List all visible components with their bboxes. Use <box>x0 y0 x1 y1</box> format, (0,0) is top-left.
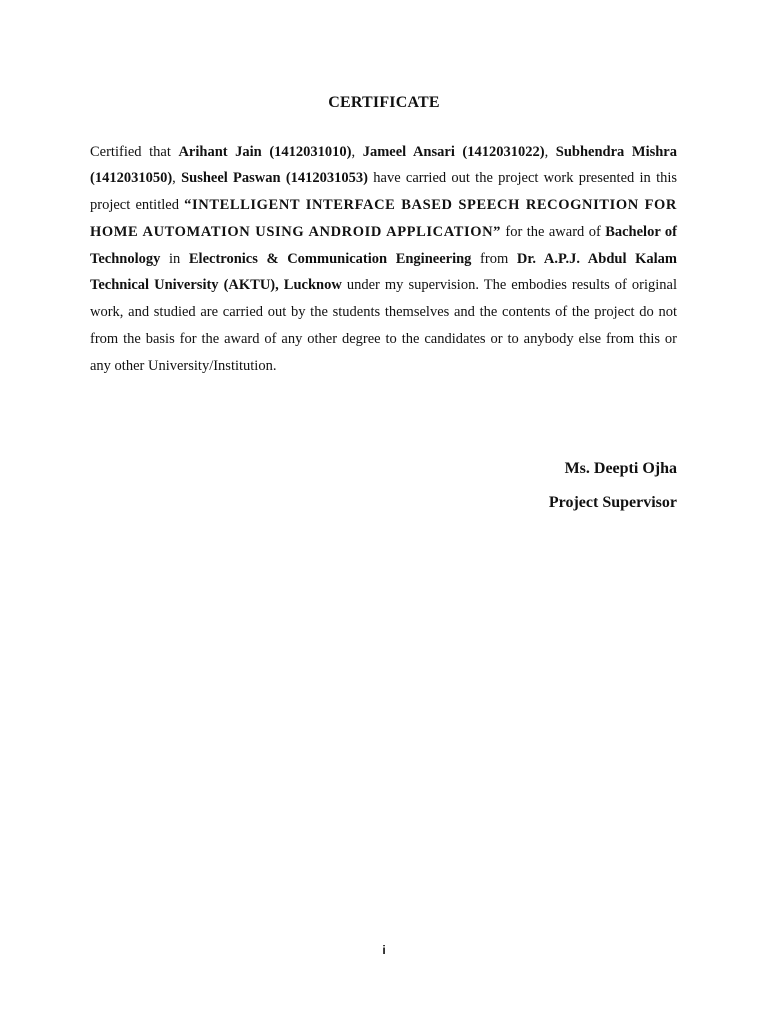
supervisor-role: Project Supervisor <box>548 494 677 511</box>
signature-block <box>549 456 677 516</box>
project-title: “INTELLIGENT INTERFACE BASED SPEECH RECOGNITION FOR HOME AUTOMATION USING ANDROID APPLICATION” <box>90 197 677 240</box>
branch-name: Electronics & Communication Engineering <box>188 250 472 267</box>
body-text-7: in <box>160 250 189 267</box>
body-text-5: have carried out the project work presented in this project entitled <box>90 170 678 214</box>
body-text-2: , <box>351 143 363 160</box>
body-text-4: , <box>172 170 182 187</box>
certificate-body <box>90 139 677 380</box>
body-text-1: Certified that <box>90 143 179 160</box>
body-text-8: from <box>471 250 517 267</box>
body-text-6: for the award of <box>501 223 606 240</box>
student-name-1: Arihant Jain (1412031010) <box>178 143 352 160</box>
page-number: i <box>382 943 386 957</box>
university-name: Dr. A.P.J. Abdul Kalam Technical University (AKTU), Lucknow <box>90 250 678 294</box>
page-title: CERTIFICATE <box>328 94 440 111</box>
student-name-2: Jameel Ansari (1412031022) <box>362 143 545 160</box>
body-text-9: under my supervision. The embodies results of original work, and studied are carried out by the students themselves and the contents of the project do not from the basis for the award of any other degree to the candidates or to anybody else from this or any other University/Institution. <box>90 277 678 374</box>
body-text-3: , <box>544 143 556 160</box>
degree-name: Bachelor of Technology <box>90 223 677 267</box>
student-name-4: Susheel Paswan (1412031053) <box>181 170 369 187</box>
student-name-3: Subhendra Mishra (1412031050) <box>90 143 677 187</box>
supervisor-name: Ms. Deepti Ojha <box>564 460 677 477</box>
